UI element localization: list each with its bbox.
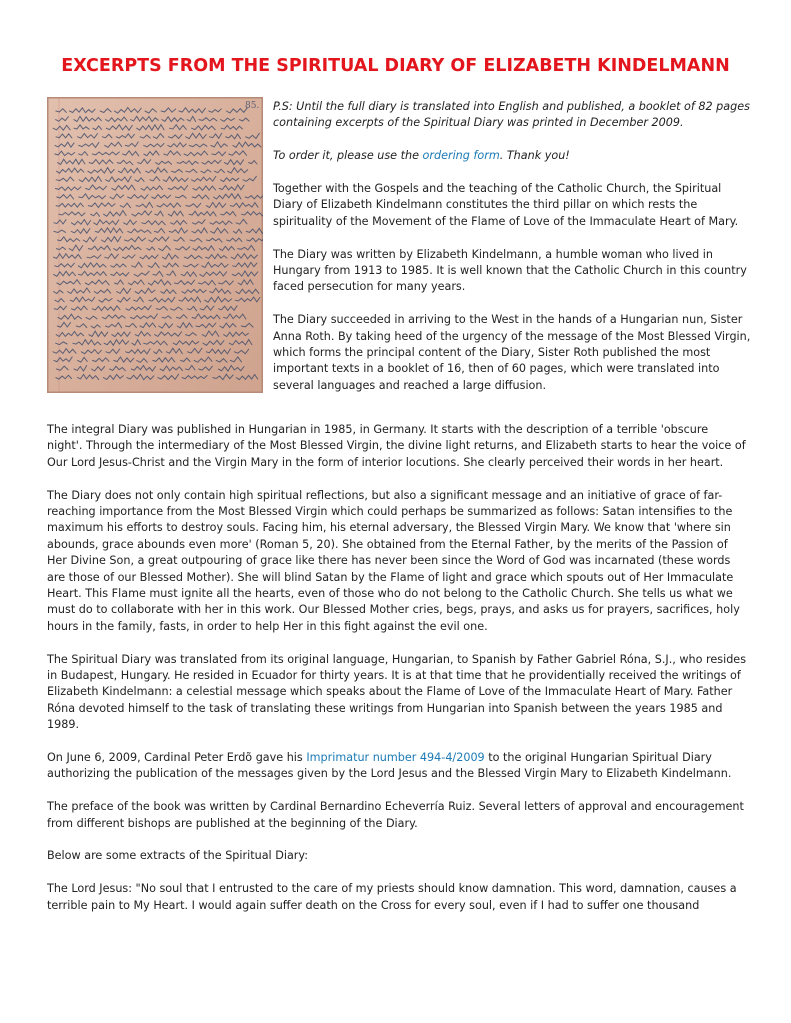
imprimatur-text-after: to the original Hungarian Spiritual Diary authorizing the publication of the messages given by the Lord Jesus and the Blessed Virgin Mary to Elizabeth Kindelmann. [47,751,732,781]
body-paragraph-2: The Diary does not only contain high spiritual reflections, but also a significant message and an initiative of grace of far-reaching importance from the Most Blessed Virgin which could perhaps be summarized as follows: Satan intensifies to the maximum his efforts to destroy souls. Facing him, his eternal adversary, the Blessed Virgin Mary. We know that 'where sin abounds, grace abounds even more' (Roman 5, 20). She obtained from the Eternal Father, by the merits of the Passion of Her Divine Son, a great outpouring of grace like there has never been since the Word of God was incarnated (these words are those of our Blessed Mother). She will blind Satan by the Flame of light and grace which spouts out of Her Immaculate Heart. This Flame must ignite all the hearts, even of those who do not belong to the Catholic Church. She tells us what we must do to collaborate with her in this work. Our Blessed Mother cries, begs, prays, and asks us for prayers, sacrifices, holy hours in the family, fasts, in order to help Her in this fight against the evil one. [47,488,740,633]
body-paragraph-4 [47,750,747,783]
main-text-column [47,422,747,930]
page-title: EXCERPTS FROM THE SPIRITUAL DIARY OF ELIZABETH KINDELMANN [61,56,730,76]
body-paragraph-7: The Lord Jesus: "No soul that I entrusted to the care of my priests should know damnation. This word, damnation, causes a terrible pain to My Heart. I would again suffer death on the Cross for every soul, even if I had to suffer one thousand [47,882,737,912]
handwritten-diary-page-image [47,97,263,393]
diary-page-drawing [47,97,263,393]
svg-text:85.: 85. [245,101,260,111]
order-note [273,148,751,164]
body-paragraph-6: Below are some extracts of the Spiritual Diary: [47,849,308,863]
order-text-before: To order it, please use the [273,149,423,163]
body-paragraph-3: The Spiritual Diary was translated from its original language, Hungarian, to Spanish by Father Gabriel Róna, S.J., who resides in Budapest, Hungary. He resided in Ecuador for thirty years. It is at that time that he providentially received the writings of Elizabeth Kindelmann: a celestial message which speaks about the Flame of Love of the Immaculate Heart of Mary. Father Róna devoted himself to the task of translating these writings from Hungarian into Spanish between the years 1985 and 1989. [47,652,747,732]
order-text-after: . Thank you! [499,149,570,163]
imprimatur-link[interactable]: Imprimatur number 494-4/2009 [306,751,485,765]
intro-paragraph-1: Together with the Gospels and the teaching of the Catholic Church, the Spiritual Diary of Elizabeth Kindelmann constitutes the third pillar on which rests the spirituality of the Movement of the Flame of Love of the Immaculate Heart of Mary. [273,182,739,228]
intro-paragraph-3: The Diary succeeded in arriving to the West in the hands of a Hungarian nun, Sister Anna Roth. By taking heed of the urgency of the message of the Most Blessed Virgin, which forms the principal content of the Diary, Sister Roth published the most important texts in a booklet of 16, then of 60 pages, which were translated into several languages and reached a large diffusion. [273,313,751,392]
ordering-form-link[interactable]: ordering form [422,149,500,163]
imprimatur-text-before: On June 6, 2009, Cardinal Peter Erdõ gave his [47,751,307,765]
intro-paragraph-2: The Diary was written by Elizabeth Kindelmann, a humble woman who lived in Hungary from 1913 to 1985. It is well known that the Catholic Church in this country faced persecution for many years. [273,247,747,294]
body-paragraph-5: The preface of the book was written by Cardinal Bernardino Echeverría Ruiz. Several letters of approval and encouragement from different bishops are published at the beginning of the Diary. [47,800,744,830]
ps-note: P.S: Until the full diary is translated into English and published, a booklet of 82 pages containing excerpts of the Spiritual Diary was printed in December 2009. [273,100,750,130]
intro-column [273,99,751,411]
body-paragraph-1: The integral Diary was published in Hungarian in 1985, in Germany. It starts with the description of a terrible 'obscure night'. Through the intermediary of the Most Blessed Virgin, the divine light returns, and Elizabeth starts to hear the voice of Our Lord Jesus-Christ and the Virgin Mary in the form of interior locutions. She clearly perceived their words in her heart. [47,423,746,469]
